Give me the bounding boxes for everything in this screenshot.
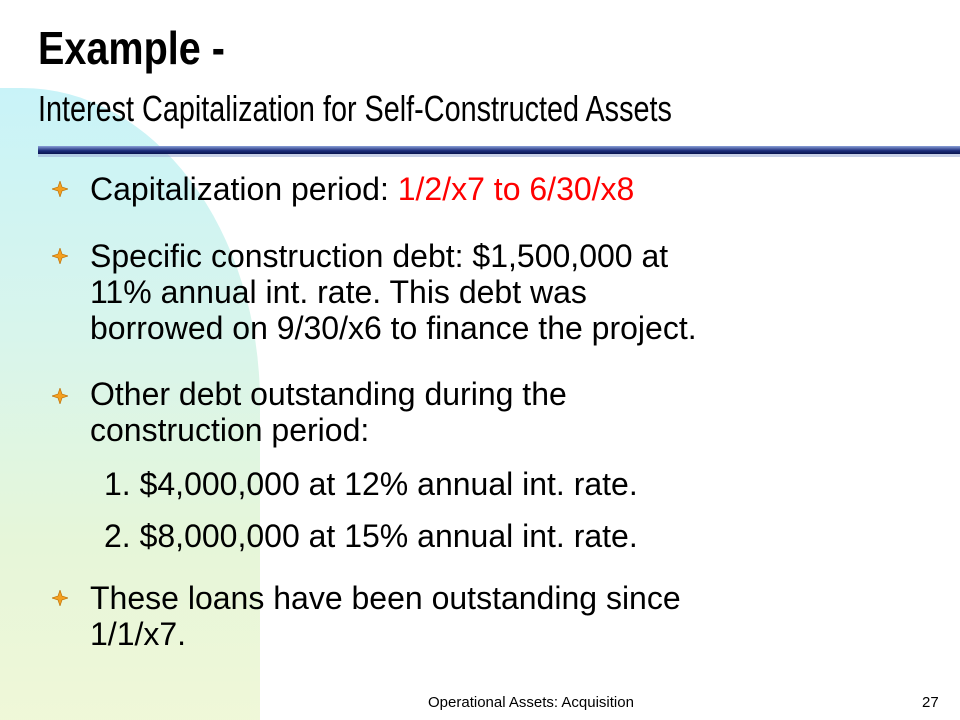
title-divider [38,146,960,154]
bullet-loans-outstanding-line-2: 1/1/x7. [90,616,187,652]
capitalization-period-value: 1/2/x7 to 6/30/x8 [397,171,635,207]
diamond-bullet-icon [52,590,68,606]
bullet-specific-debt-line-3: borrowed on 9/30/x6 to finance the project. [90,310,697,346]
title-divider-shadow [38,154,960,157]
bullet-specific-debt-line-1: Specific construction debt: $1,500,000 at [90,238,669,274]
slide-subtitle: Interest Capitalization for Self-Constructed Assets [38,88,672,129]
slide-footer: Operational Assets: Acquisition [428,694,634,711]
bullet-specific-debt-line-2: 11% annual int. rate. This debt was [90,274,587,310]
bullet-label: Capitalization period: [90,171,398,207]
slide-title: Example - [38,22,225,74]
bullet-other-debt-line-2: construction period: [90,412,370,448]
other-debt-item-2: 2. $8,000,000 at 15% annual int. rate. [104,518,638,554]
page-number: 27 [922,694,939,711]
diamond-bullet-icon [52,181,68,197]
diamond-bullet-icon [52,388,68,404]
bullet-loans-outstanding-line-1: These loans have been outstanding since [90,580,681,616]
bullet-capitalization-period [90,171,634,207]
bullet-other-debt-line-1: Other debt outstanding during the [90,376,567,412]
diamond-bullet-icon [52,248,68,264]
other-debt-item-1: 1. $4,000,000 at 12% annual int. rate. [104,466,638,502]
